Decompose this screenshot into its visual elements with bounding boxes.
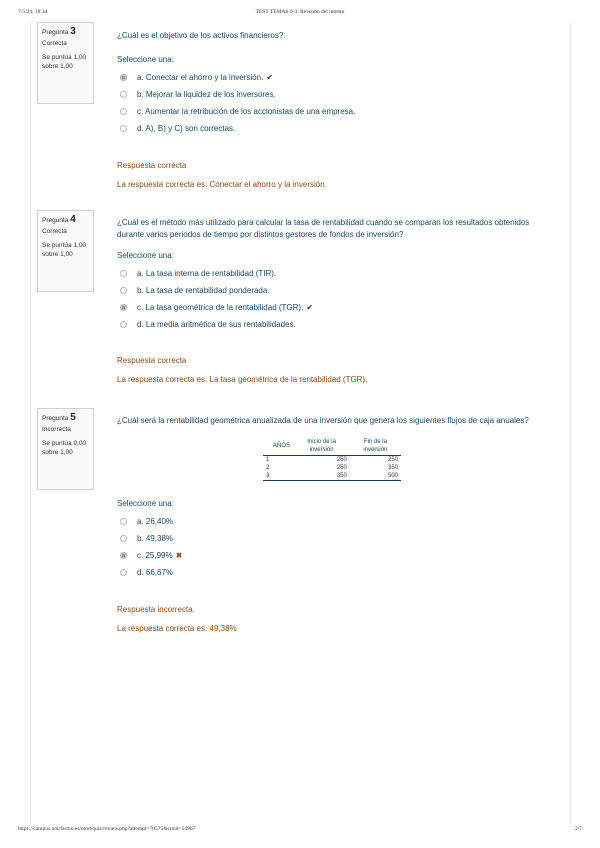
- column-header: AÑOS: [263, 437, 293, 456]
- question-state: Correcta: [42, 40, 67, 47]
- table-cell: 250: [387, 457, 398, 463]
- answer-option-b[interactable]: b. 49,38%: [117, 530, 557, 547]
- question-info: [37, 22, 94, 104]
- radio-button[interactable]: [120, 304, 127, 311]
- answer-option-a[interactable]: a. La tasa interna de rentabilidad (TIR).: [117, 265, 557, 282]
- answer-prompt: Seleccione una:: [117, 499, 174, 508]
- table-cell: 500: [350, 472, 401, 481]
- correct-answer-text: La respuesta correcta es: 49,38%: [117, 624, 237, 633]
- print-url: https://campus.unirfarmo.es/mod/quiz/review.php?attempt=70575&cmid=54967: [18, 826, 196, 832]
- question-content: [117, 210, 557, 384]
- radio-button[interactable]: [120, 74, 127, 81]
- question-grade: Se puntúa 1,00 sobre 1,00: [42, 242, 87, 258]
- answer-option-c[interactable]: c. Aumentar la retribución de los accionistas de una empresa.: [117, 103, 557, 120]
- question-info: [37, 408, 94, 490]
- question-number: Pregunta 5: [42, 412, 76, 423]
- radio-button[interactable]: [120, 270, 127, 277]
- question-number: Pregunta 3: [42, 26, 76, 37]
- table-cell: 250: [336, 465, 347, 471]
- question-text: ¿Cuál es el método más utilizado para calcular la tasa de rentabilidad cuando se comparan los resultados obtenidos durante varios periodos de tiempo por distintos gestores de fondos de inversión?: [117, 218, 530, 239]
- question-state: Correcta: [42, 228, 67, 235]
- feedback-state: Respuesta correcta: [117, 356, 187, 365]
- page-rail-right: [570, 22, 571, 826]
- radio-button[interactable]: [120, 108, 127, 115]
- answer-option-d[interactable]: d. La media aritmética de sus rentabilidades.: [117, 316, 557, 333]
- cash-flow-table: [263, 437, 401, 481]
- answer-option-c[interactable]: c. 25,99% ✖: [117, 547, 557, 564]
- radio-button[interactable]: [120, 552, 127, 559]
- radio-button[interactable]: [120, 518, 127, 525]
- feedback-state: Respuesta incorrecta.: [117, 605, 195, 614]
- table-row: [263, 472, 401, 481]
- check-icon: ✔: [306, 303, 314, 312]
- answer-option-b[interactable]: b. Mejorar la liquidez de los inversores.: [117, 86, 557, 103]
- question-text: ¿Cuál es el objetivo de los activos financieros?: [117, 31, 284, 40]
- answer-option-d[interactable]: d. A), B) y C) son correctas.: [117, 120, 557, 137]
- table-cell: 3: [263, 472, 293, 481]
- question-grade: Se puntúa 0,00 sobre 1,00: [42, 440, 87, 456]
- radio-button[interactable]: [120, 125, 127, 132]
- question-info: [37, 210, 94, 292]
- answer-option-b[interactable]: b. La tasa de rentabilidad ponderada.: [117, 282, 557, 299]
- answer-options: [117, 513, 557, 581]
- radio-button[interactable]: [120, 535, 127, 542]
- answer-options: [117, 265, 557, 333]
- feedback-state: Respuesta correcta: [117, 161, 187, 170]
- check-icon: ✔: [266, 73, 273, 82]
- radio-button[interactable]: [120, 569, 127, 576]
- question-number: Pregunta 4: [42, 214, 76, 225]
- print-date: 7/5/24, 18:34: [18, 9, 48, 15]
- radio-button[interactable]: [120, 287, 127, 294]
- question-content: [117, 22, 557, 189]
- question-state: Incorrecta: [42, 426, 71, 433]
- print-header: [18, 9, 582, 19]
- answer-prompt: Seleccione una:: [117, 251, 174, 260]
- table-cell: 350: [293, 472, 349, 481]
- print-title: TEST TEMAS 0-3: Revisión del intento: [255, 9, 345, 15]
- correct-answer-text: La respuesta correcta es: Conectar el ahorro y la inversión.: [117, 180, 327, 189]
- answer-option-d[interactable]: d. 66,67%: [117, 564, 557, 581]
- page-rail-left: [30, 22, 31, 826]
- table-cell: 1: [266, 457, 270, 463]
- cross-icon: ✖: [175, 551, 183, 560]
- column-header: Fin de la inversión: [350, 437, 401, 456]
- question-text: ¿Cuál será la rentabilidad geométrica anualizada de una inversión que genera los siguientes flujos de caja anuales?: [117, 416, 529, 425]
- table-row: [263, 456, 401, 465]
- answer-options: [117, 69, 557, 137]
- answer-option-a[interactable]: a. 26,40%: [117, 513, 557, 530]
- answer-option-a[interactable]: a. Conectar el ahorro y la inversión. ✔: [117, 69, 557, 86]
- answer-option-c[interactable]: c. La tasa geométrica de la rentabilidad (TGR). ✔: [117, 299, 557, 316]
- answer-prompt: Seleccione una:: [117, 55, 174, 64]
- table-cell: 350: [387, 465, 398, 471]
- question-content: [117, 408, 557, 633]
- correct-answer-text: La respuesta correcta es: La tasa geométrica de la rentabilidad (TGR).: [117, 375, 368, 384]
- print-footer: [18, 826, 582, 836]
- print-page-number: 2/7: [574, 826, 582, 832]
- column-header: Inicio de la inversión: [293, 437, 349, 456]
- question-grade: Se puntúa 1,00 sobre 1,00: [42, 54, 87, 70]
- table-cell: 250: [336, 457, 347, 463]
- radio-button[interactable]: [120, 321, 127, 328]
- table-header-row: [263, 437, 401, 456]
- radio-button[interactable]: [120, 91, 127, 98]
- table-row: [263, 464, 401, 472]
- table-cell: 2: [266, 465, 270, 471]
